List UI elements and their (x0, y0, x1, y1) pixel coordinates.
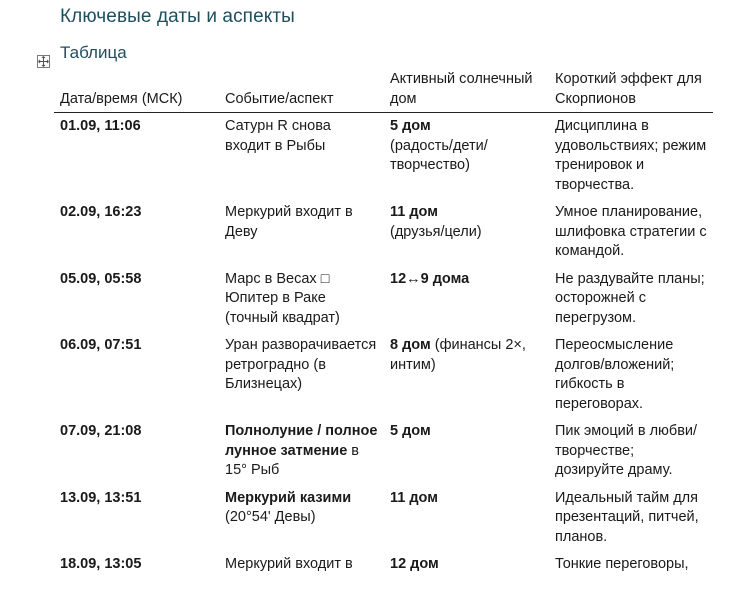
house-note: (друзья/цели) (390, 223, 482, 240)
cell-datetime: 06.09, 07:51 (60, 337, 142, 353)
house-number: 11 дом (390, 204, 438, 220)
table-row (54, 332, 713, 418)
table-header-row (54, 70, 713, 113)
cell-effect: Умное планирование, шлифовка стратегии с командой. (555, 204, 707, 259)
cell-house (384, 266, 549, 333)
cell-datetime: 05.09, 05:58 (60, 270, 142, 287)
cell-event: Меркурий входит в Деву (225, 204, 353, 240)
event-highlight: Меркурий казими (225, 489, 352, 506)
table-row (54, 113, 713, 200)
cell-datetime: 02.09, 16:23 (60, 204, 142, 220)
table-row (54, 485, 713, 552)
cell-house (384, 332, 549, 418)
cell-effect: Пик эмоций в любви/творчестве; дозируйте драму. (555, 423, 698, 478)
house-number: 12↔9 дома (390, 270, 470, 287)
table-move-handle-icon[interactable] (37, 55, 50, 68)
event-detail: (20°54' Девы) (225, 509, 316, 525)
cell-effect: Не раздувайте планы; осторожней с перегрузом. (555, 270, 705, 326)
cell-datetime: 13.09, 13:51 (60, 489, 142, 506)
cell-house (384, 485, 549, 552)
cell-event: Меркурий входит в (225, 556, 353, 572)
table-caption: Таблица (60, 43, 127, 62)
event-detail: в 15° Рыб (225, 442, 359, 478)
column-header-event: Событие/аспект (219, 70, 384, 113)
cell-datetime: 18.09, 13:05 (60, 556, 142, 572)
cell-event: Марс в Весах □ Юпитер в Раке (точный квадрат) (225, 270, 340, 326)
table-row (54, 199, 713, 266)
table-row (54, 266, 713, 333)
event-highlight: Полнолуние / полное лунное затмение (225, 423, 378, 459)
cell-effect: Дисциплина в удовольствиях; режим тренировок и творчества. (555, 118, 707, 193)
cell-effect: Переосмысление долгов/вложений; гибкость в переговорах. (555, 337, 675, 412)
move-arrows-icon (38, 56, 49, 67)
column-header-datetime: Дата/время (МСК) (54, 70, 219, 113)
section-heading: Ключевые даты и аспекты (60, 6, 295, 27)
column-header-house: Активный солнечный дом (384, 70, 549, 113)
cell-datetime: 01.09, 11:06 (60, 118, 141, 134)
house-number: 8 дом (390, 337, 431, 353)
house-number: 5 дом (390, 118, 431, 134)
cell-house (384, 113, 549, 200)
house-note: (радость/дети/творчество) (390, 137, 488, 173)
cell-effect: Тонкие переговоры, (555, 556, 689, 572)
cell-house (384, 418, 549, 485)
cell-house (384, 551, 549, 579)
column-header-effect: Короткий эффект для Скорпионов (549, 70, 713, 113)
cell-effect: Идеальный тайм для презентаций, питчей, планов. (555, 489, 699, 545)
house-number: 12 дом (390, 556, 439, 572)
house-number: 11 дом (390, 489, 438, 506)
cell-event: Уран разворачивается ретроградно (в Близнецах) (225, 337, 377, 392)
cell-event: Сатурн R снова входит в Рыбы (225, 118, 331, 154)
table-row (54, 551, 713, 579)
cell-house (384, 199, 549, 266)
house-note: (финансы 2×, интим) (390, 337, 526, 373)
table-row (54, 418, 713, 485)
cell-event (219, 485, 384, 552)
cell-event (219, 418, 384, 485)
house-number: 5 дом (390, 423, 431, 439)
cell-datetime: 07.09, 21:08 (60, 423, 142, 439)
key-dates-table (54, 70, 713, 579)
